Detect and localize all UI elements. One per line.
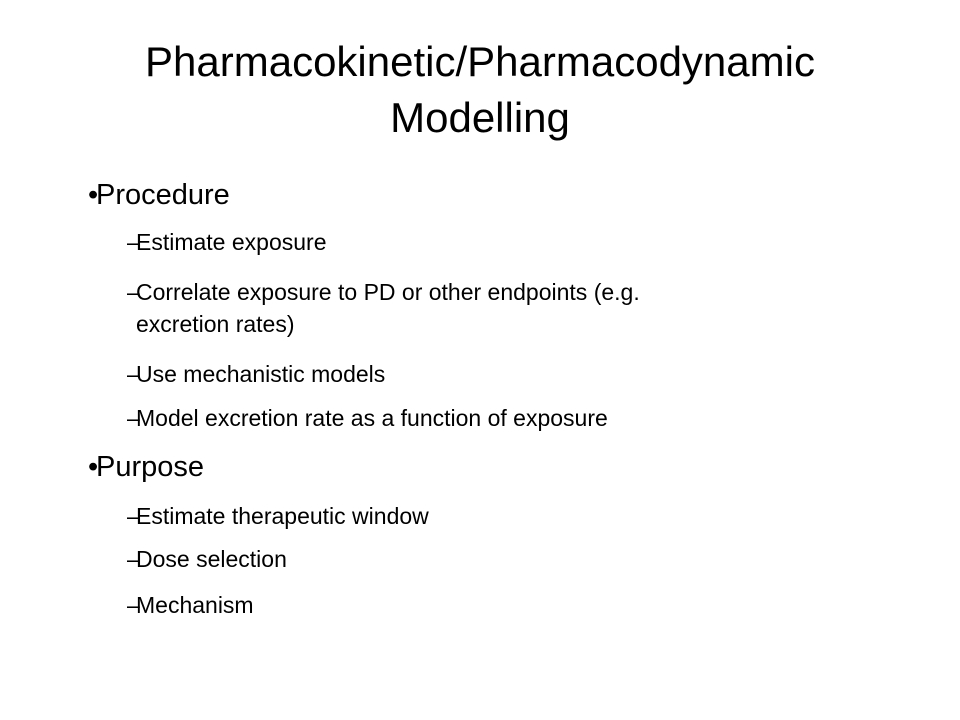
sub-item-text: Use mechanistic models (136, 361, 386, 387)
dash-icon: – (127, 229, 140, 255)
sub-item-text: Mechanism (136, 592, 254, 618)
dash-icon: – (127, 592, 140, 618)
dash-icon: – (127, 361, 140, 387)
sub-item-text: Dose selection (136, 546, 287, 572)
sub-item-text: Estimate therapeutic window (136, 503, 429, 529)
sub-item-text: Correlate exposure to PD or other endpoints (e.g. (136, 279, 640, 305)
dash-icon: – (127, 546, 140, 572)
sub-item-text: excretion rates) (136, 311, 295, 337)
title-line-2: Modelling (390, 94, 570, 141)
title-line-1: Pharmacokinetic/Pharmacodynamic (145, 38, 815, 85)
bullet-heading: Purpose (96, 451, 205, 483)
bullet-icon: • (88, 451, 99, 483)
dash-icon: – (127, 503, 140, 529)
dash-icon: – (127, 405, 140, 431)
sub-item-text: Estimate exposure (136, 229, 327, 255)
bullet-heading: Procedure (96, 179, 230, 211)
sub-item-text: Model excretion rate as a function of exposure (136, 405, 608, 431)
dash-icon: – (127, 279, 140, 305)
bullet-icon: • (88, 179, 99, 211)
